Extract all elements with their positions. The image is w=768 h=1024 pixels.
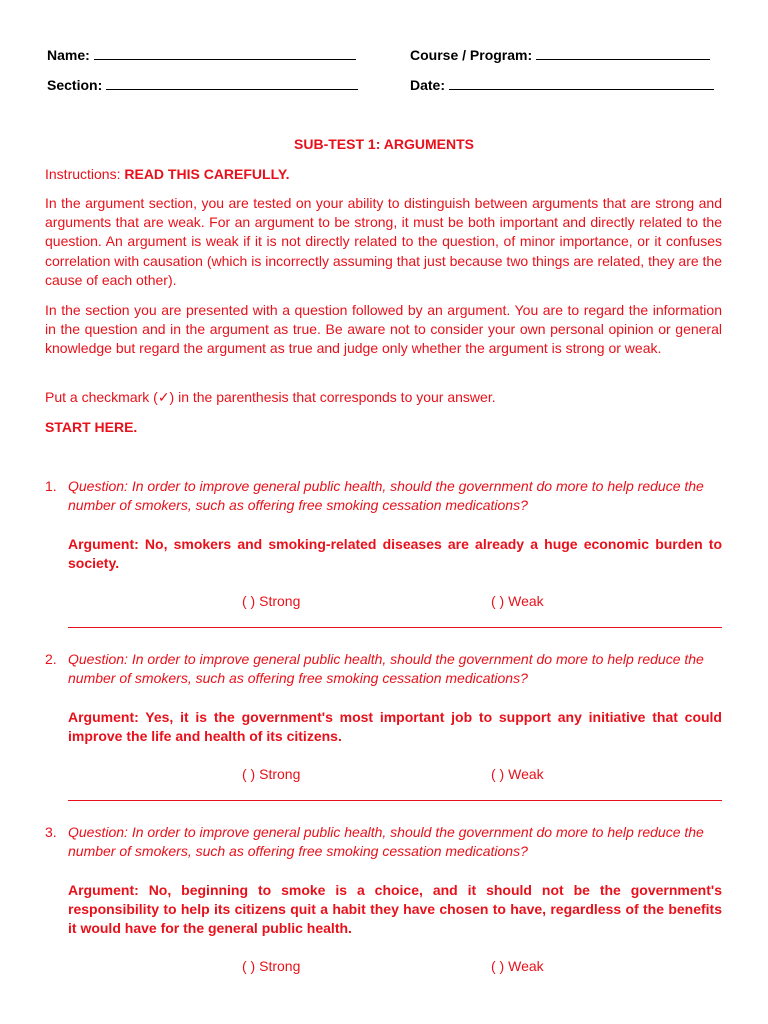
start-here: START HERE. <box>45 419 138 435</box>
name-field <box>47 47 356 63</box>
question-number: 3. <box>45 824 57 840</box>
course-field <box>410 47 710 63</box>
option-weak-1[interactable]: ( ) Weak <box>491 593 544 609</box>
question-text: Question: In order to improve general public health, should the government do more to help reduce the number of smokers, such as offering free smoking cessation medications? <box>68 651 704 686</box>
option-strong-2[interactable]: ( ) Strong <box>242 766 301 782</box>
question-text: Question: In order to improve general public health, should the government do more to help reduce the number of smokers, such as offering free smoking cessation medications? <box>68 824 704 859</box>
question-text: Question: In order to improve general public health, should the government do more to help reduce the number of smokers, such as offering free smoking cessation medications? <box>68 478 704 513</box>
course-blank[interactable] <box>536 47 710 60</box>
instructions-paragraph-1: In the argument section, you are tested on your ability to distinguish between arguments that are strong and arguments that are weak. For an argument to be strong, it must be both important and directly related to the question. An argument is weak if it is not directly related to the question, of minor importance, or it confuses correlation with causation (which is incorrectly assuming that just because two things are related, they are the cause of each other). <box>45 195 723 288</box>
date-label: Date: <box>410 77 446 93</box>
option-weak-2[interactable]: ( ) Weak <box>491 766 544 782</box>
section-blank[interactable] <box>106 77 358 90</box>
question-number: 1. <box>45 478 57 494</box>
divider <box>68 800 722 801</box>
question-3 <box>45 823 725 861</box>
argument-3: Argument: No, beginning to smoke is a choice, and it should not be the government's responsibility to help its citizens quit a habit they have chosen to have, regardless of the benefits it would have for the general public health. <box>68 882 722 936</box>
course-label: Course / Program: <box>410 47 533 63</box>
question-number: 2. <box>45 651 57 667</box>
instructions-prefix: Instructions: <box>45 166 121 182</box>
divider <box>68 627 722 628</box>
instructions-paragraph-2: In the section you are presented with a question followed by an argument. You are to regard the information in the question and in the argument as true. Be aware not to consider your own personal opinion or general knowledge but regard the argument as true and judge only whether the argument is strong or weak. <box>45 302 722 357</box>
name-label: Name: <box>47 47 90 63</box>
argument-2: Argument: Yes, it is the government's most important job to support any initiative that could improve the life and health of its citizens. <box>68 709 722 744</box>
argument-1: Argument: No, smokers and smoking-related diseases are already a huge economic burden to society. <box>68 536 722 571</box>
instructions-heading <box>45 165 722 184</box>
name-blank[interactable] <box>94 47 356 60</box>
checkmark-instruction: Put a checkmark (✓) in the parenthesis that corresponds to your answer. <box>45 389 496 405</box>
page-title: SUB-TEST 1: ARGUMENTS <box>294 136 474 152</box>
question-2 <box>45 650 725 688</box>
section-field <box>47 77 358 93</box>
option-strong-3[interactable]: ( ) Strong <box>242 958 301 974</box>
option-strong-1[interactable]: ( ) Strong <box>242 593 301 609</box>
instructions-emphasis: READ THIS CAREFULLY. <box>124 166 290 182</box>
section-label: Section: <box>47 77 103 93</box>
date-blank[interactable] <box>449 77 714 90</box>
question-1 <box>45 477 725 515</box>
date-field <box>410 77 714 93</box>
option-weak-3[interactable]: ( ) Weak <box>491 958 544 974</box>
